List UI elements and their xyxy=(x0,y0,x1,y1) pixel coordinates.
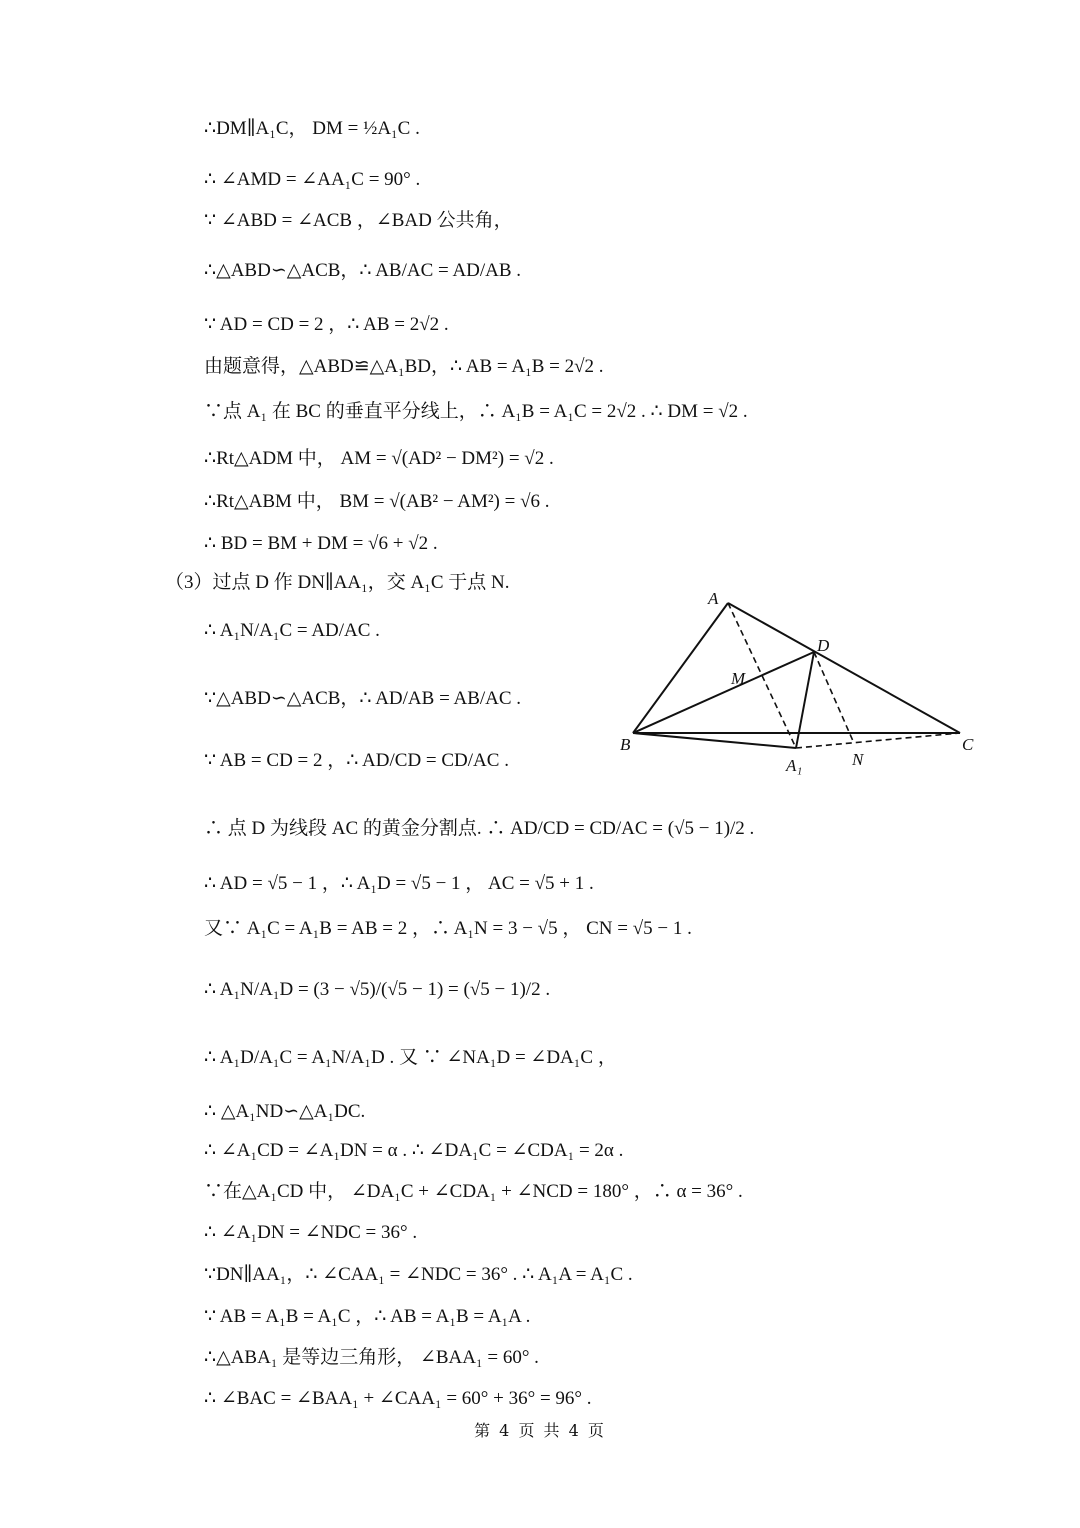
segment-AB xyxy=(633,603,728,733)
solution-line: ∴ ∠AMD = ∠AA₁C = 90° . xyxy=(204,169,421,190)
label-A: A xyxy=(708,589,719,608)
triangle-figure xyxy=(612,582,992,782)
label-B: B xyxy=(620,735,631,754)
solution-line: ∴ A₁D/A₁C = A₁N/A₁D . 又 ∵ ∠NA₁D = ∠DA₁C ， xyxy=(204,1047,617,1068)
solution-line: ∴Rt△ABM 中， BM = √(AB² − AM²) = √6 . xyxy=(204,491,550,512)
segment-BD xyxy=(633,652,814,733)
solution-line: ∴△ABA₁ 是等边三角形， ∠BAA₁ = 60° . xyxy=(204,1347,539,1368)
solution-line: ∴ A₁N/A₁C = AD/AC . xyxy=(204,620,380,641)
solution-line: ∴ BD = BM + DM = √6 + √2 . xyxy=(204,533,438,554)
solution-line: ∴ A₁N/A₁D = (3 − √5)/(√5 − 1) = (√5 − 1)/2 . xyxy=(204,979,551,1000)
solution-line: ∵在△A₁CD 中， ∠DA₁C + ∠CDA₁ + ∠NCD = 180° ，∴ α = 36° . xyxy=(204,1181,743,1202)
label-M: M xyxy=(731,669,746,688)
solution-line: ∵DN∥AA₁，∴ ∠CAA₁ = ∠NDC = 36° . ∴ A₁A = A₁C . xyxy=(204,1264,633,1285)
solution-line: ∴△ABD∽△ACB，∴ AB/AC = AD/AB . xyxy=(204,260,522,281)
segment-BA1 xyxy=(633,733,796,748)
solution-line: ∴ △A₁ND∽△A₁DC. xyxy=(204,1101,366,1122)
solution-line: ∴DM∥A₁C， DM = ½A₁C . xyxy=(204,118,420,139)
solution-line: ∵△ABD∽△ACB，∴ AD/AB = AB/AC . xyxy=(204,688,522,709)
solution-line: ∴Rt△ADM 中， AM = √(AD² − DM²) = √2 . xyxy=(204,448,554,469)
label-C: C xyxy=(962,735,974,754)
segment-A1C xyxy=(796,733,960,748)
solution-line: ∵ AB = CD = 2 ，∴ AD/CD = CD/AC . xyxy=(204,750,509,771)
solution-line: ∴ ∠A₁DN = ∠NDC = 36° . xyxy=(204,1222,418,1243)
solution-line: ∵ AD = CD = 2 ，∴ AB = 2√2 . xyxy=(204,314,449,335)
solution-line: ∴ ∠BAC = ∠BAA₁ + ∠CAA₁ = 60° + 36° = 96° . xyxy=(204,1388,592,1409)
page-footer: 第 4 页 共 4 页 xyxy=(474,1421,606,1440)
solution-line: ∴ 点 D 为线段 AC 的黄金分割点. ∴ AD/CD = CD/AC = (√5 − 1)/2 . xyxy=(204,818,755,839)
solution-line: ∴ ∠A₁CD = ∠A₁DN = α . ∴ ∠DA₁C = ∠CDA₁ = 2α . xyxy=(204,1140,624,1161)
label-N: N xyxy=(852,750,864,769)
solution-line: 由题意得，△ABD≌△A₁BD，∴ AB = A₁B = 2√2 . xyxy=(204,356,604,377)
part-3-heading: （3）过点 D 作 DN∥AA₁，交 A₁C 于点 N. xyxy=(165,572,510,593)
solution-line: ∵ AB = A₁B = A₁C ，∴ AB = A₁B = A₁A . xyxy=(204,1306,531,1327)
segment-AC xyxy=(728,603,960,733)
solution-line: ∵点 A₁ 在 BC 的垂直平分线上，∴ A₁B = A₁C = 2√2 . ∴ DM = √2 . xyxy=(204,401,748,422)
solution-line: ∴ AD = √5 − 1 ，∴ A₁D = √5 − 1 ， AC = √5 + 1 . xyxy=(204,873,594,894)
label-A1: A₁ xyxy=(786,756,803,775)
segment-DN xyxy=(814,652,853,741)
solution-line: 又∵ A₁C = A₁B = AB = 2 ，∴ A₁N = 3 − √5 ， CN = √5 − 1 . xyxy=(204,918,692,939)
label-D: D xyxy=(817,636,830,655)
solution-line: ∵ ∠ABD = ∠ACB ，∠BAD 公共角， xyxy=(204,210,513,231)
